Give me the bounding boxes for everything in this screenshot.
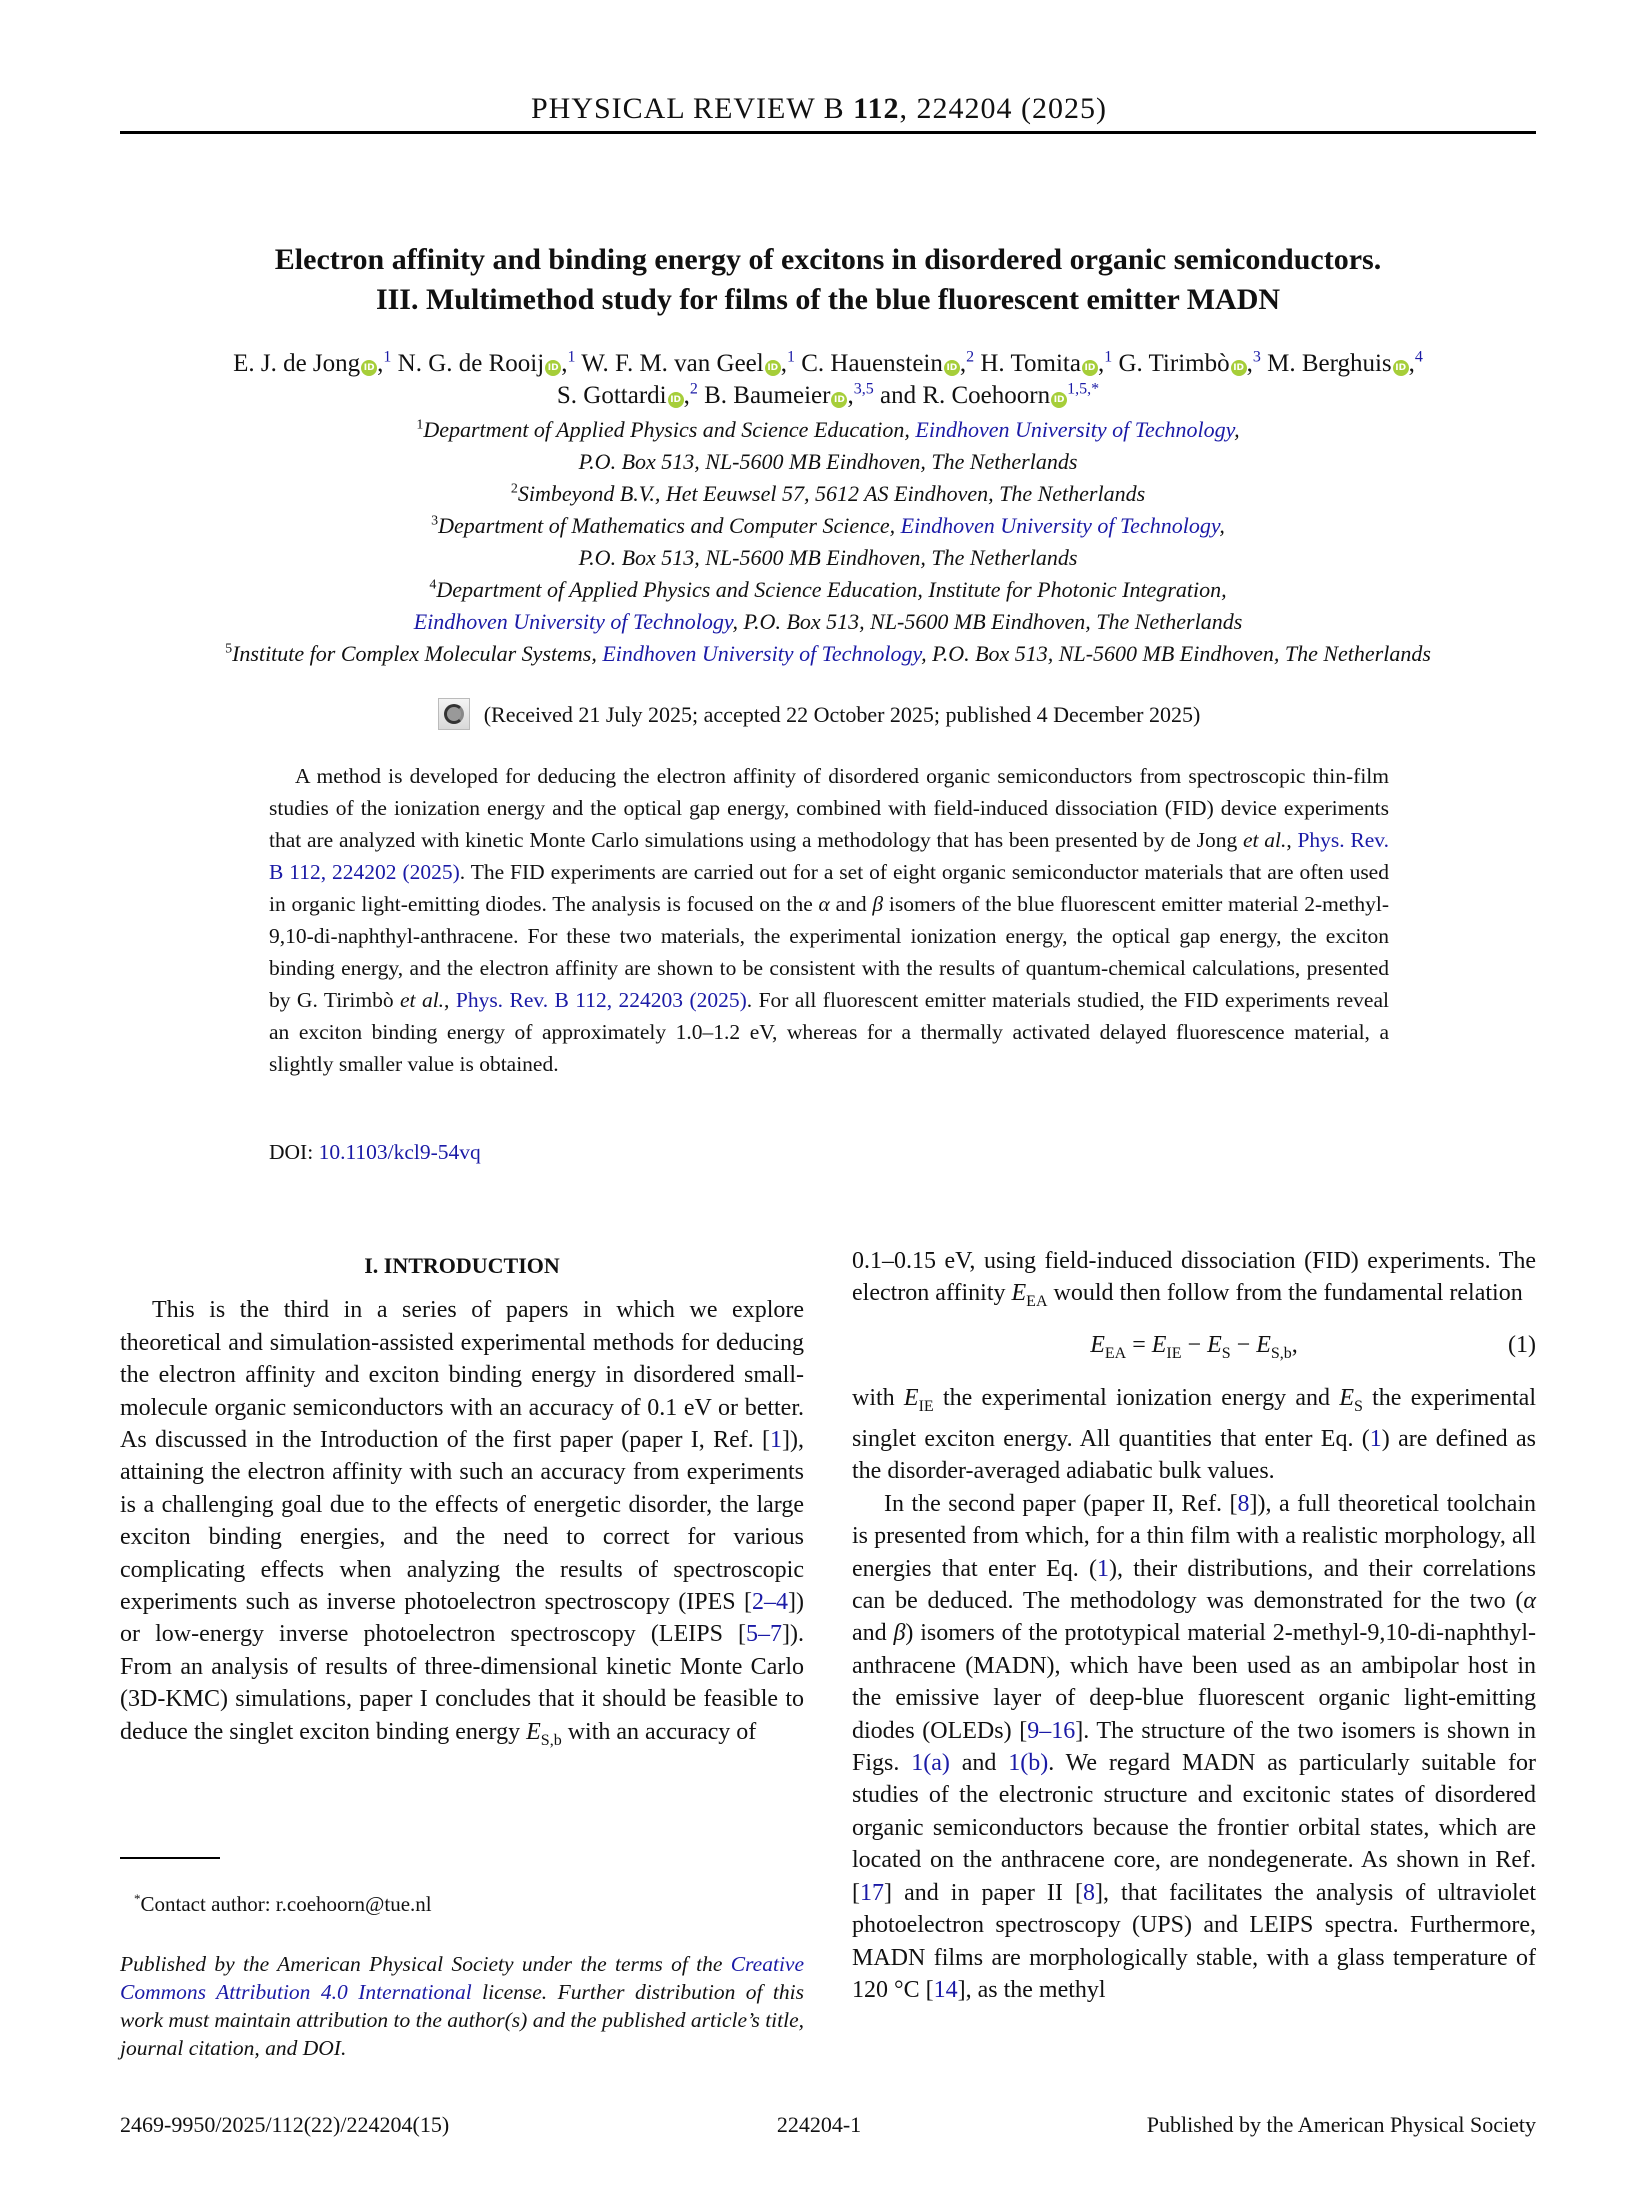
author-name: B. Baumeier	[704, 382, 831, 409]
author-list	[120, 348, 1536, 412]
ref-link-paper-2[interactable]: Phys. Rev. B 112, 224203 (2025)	[455, 988, 747, 1012]
affil-ref[interactable]: 1,5,*	[1067, 380, 1100, 398]
journal-name: PHYSICAL REVIEW B	[530, 92, 845, 125]
affiliation-5: $^5$Institute for Complex Molecular Systems, Eindhoven University of Technology, P.O. Box 513, NL-5600 MB Eindhoven, The Netherlands	[225, 641, 1431, 666]
author-name: R. Coehoorn	[922, 382, 1051, 409]
affil-ref[interactable]: 1	[1104, 348, 1113, 366]
citation-link[interactable]: 5–7	[746, 1621, 783, 1648]
orcid-icon[interactable]: ID	[361, 360, 377, 376]
right-column	[852, 1245, 1536, 2006]
cc-license-link[interactable]: Creative Commons Attribution 4.0 International	[120, 1952, 804, 2004]
author-name: C. Hauenstein	[801, 350, 943, 377]
equation-1: $E_{EA} = E_{IE} - E_S - E_{S,b}$, (1)	[852, 1329, 1536, 1370]
footer-publisher: Published by the American Physical Society	[1146, 2112, 1536, 2137]
intro-paragraph-1: This is the third in a series of papers in which we explore theoretical and simulation-assisted experimental methods for deducing the electron affinity and exciton binding energy in disordered small-molecule organic semiconductors with an accuracy of 0.1 eV or better. As discussed in the Introduction of the first paper (paper I, Ref. [1]), attaining the electron affinity with such an accuracy from experiments is a challenging goal due to the effects of energetic disorder, the large exciton binding energies, and the need to correct for various complicating effects when analyzing the results of spectroscopic experiments such as inverse photoelectron spectroscopy (IPES [2–4]) or low-energy inverse photoelectron spectroscopy (LEIPS [5–7]). From an analysis of results of three-dimensional kinetic Monte Carlo (3D-KMC) simulations, paper I concludes that it should be feasible to deduce the singlet exciton binding energy $E_{S,b}$ with an accuracy of	[120, 1297, 804, 1749]
page-number: 224204-1	[776, 2112, 862, 2137]
affiliation-1-address: P.O. Box 513, NL-5600 MB Eindhoven, The Netherlands	[578, 449, 1078, 474]
header-rule	[120, 131, 1536, 134]
author-line-1: E. J. de Jong ID ,$^1$ N. G. de Rooij ID ,$^1$ W. F. M. van Geel ID ,$^1$ C. Hauenstein ID ,$^2$ H. Tomita ID ,$^1$ G. Tirimbò ID ,$^3$ M. Berghuis ID ,$^4$	[233, 348, 1423, 377]
figure-link[interactable]: 1(a)	[911, 1750, 950, 1777]
author-name: N. G. de Rooij	[397, 350, 545, 377]
figure-link[interactable]: 1(b)	[1008, 1750, 1049, 1777]
orcid-icon[interactable]: ID	[765, 360, 781, 376]
author-name: S. Gottardi	[556, 382, 667, 409]
orcid-icon[interactable]: ID	[668, 392, 684, 408]
affil-ref[interactable]: 3	[1252, 348, 1261, 366]
affil-ref[interactable]: 1	[786, 348, 795, 366]
author-name: M. Berghuis	[1267, 350, 1392, 377]
abstract: A method is developed for deducing the electron affinity of disordered organic semiconductors from spectroscopic thin-film studies of the ionization energy and the optical gap energy, combined with field-induced dissociation (FID) device experiments that are analyzed with kinetic Monte Carlo simulations using a methodology that has been presented by de Jong et al., Phys. Rev. B 112, 224202 (2025). The FID experiments are carried out for a set of eight organic semiconductor materials that are often used in organic light-emitting diodes. The analysis is focused on the α and β isomers of the blue fluorescent emitter material 2-methyl-9,10-di-naphthyl-anthracene. For these two materials, the experimental ionization energy, the optical gap energy, the exciton binding energy, and the electron affinity are shown to be consistent with the results of quantum-chemical calculations, presented by G. Tirimbò et al., Phys. Rev. B 112, 224203 (2025). For all fluorescent emitter materials studied, the FID experiments reveal an exciton binding energy of approximately 1.0–1.2 eV, whereas for a thermally activated delayed fluorescence material, a slightly smaller value is obtained.	[269, 764, 1390, 1076]
affil-ref[interactable]: 4	[1414, 348, 1423, 366]
citation-link[interactable]: 14	[933, 1976, 958, 2003]
affiliation-3: $^3$Department of Mathematics and Computer Science, Eindhoven University of Technology,	[431, 513, 1225, 538]
paper-title	[120, 240, 1536, 320]
check-for-updates-icon[interactable]	[438, 698, 470, 730]
affil-ref[interactable]: 3,5	[853, 380, 874, 398]
intro-paragraph-2: with $E_{IE}$ the experimental ionization energy and $E_S$ the experimental singlet exciton energy. All quantities that enter Eq. (1) are defined as the disorder-averaged adiabatic bulk values.	[852, 1384, 1536, 1485]
footer-issn: 2469-9950/2025/112(22)/224204(15)	[120, 2112, 450, 2137]
affil-ref[interactable]: 1	[383, 348, 392, 366]
citation-link[interactable]: 17	[860, 1879, 884, 1906]
doi: DOI: 10.1103/kcl9-54vq	[269, 1140, 481, 1164]
contact-footnote: *Contact author: r.coehoorn@tue.nl	[134, 1891, 432, 1916]
citation-link[interactable]: 2–4	[752, 1589, 789, 1616]
equation-ref-link[interactable]: 1	[1097, 1555, 1109, 1582]
orcid-icon[interactable]: ID	[545, 360, 561, 376]
author-name: W. F. M. van Geel	[581, 350, 764, 377]
affiliation-2: $^2$Simbeyond B.V., Het Eeuwsel 57, 5612 AS Eindhoven, The Netherlands	[510, 481, 1146, 506]
orcid-icon[interactable]: ID	[1393, 360, 1409, 376]
orcid-icon[interactable]: ID	[831, 392, 847, 408]
section-heading: I. INTRODUCTION	[364, 1253, 560, 1278]
running-header	[0, 92, 1638, 126]
author-name: G. Tirimbò	[1118, 350, 1230, 377]
orcid-icon[interactable]: ID	[944, 360, 960, 376]
citation-link[interactable]: 1	[770, 1427, 783, 1454]
affiliations	[120, 414, 1536, 670]
intro-paragraph-1-cont: 0.1–0.15 eV, using field-induced dissociation (FID) experiments. The electron affinity $E_{EA}$ would then follow from the fundamental relation	[852, 1248, 1536, 1311]
title-line-2: III. Multimethod study for films of the blue fluorescent emitter MADN	[375, 283, 1281, 316]
author-name: E. J. de Jong	[233, 350, 361, 377]
affiliation-3-address: P.O. Box 513, NL-5600 MB Eindhoven, The Netherlands	[578, 545, 1078, 570]
orcid-icon[interactable]: ID	[1051, 392, 1067, 408]
citation-link[interactable]: 9–16	[1027, 1717, 1076, 1744]
volume-number: 112	[853, 92, 900, 125]
affil-ref[interactable]: 2	[689, 380, 698, 398]
author-line-2: S. Gottardi ID ,$^2$ B. Baumeier ID ,$^{3,5}$ and R. Coehoorn $ID^{1,5,*}$	[556, 380, 1100, 409]
orcid-icon[interactable]: ID	[1231, 360, 1247, 376]
university-link[interactable]: Eindhoven University of Technology	[602, 641, 922, 666]
citation-link[interactable]: 8	[1082, 1879, 1095, 1906]
equation-number: (1)	[1508, 1331, 1536, 1358]
intro-paragraph-3: In the second paper (paper II, Ref. [8]), a full theoretical toolchain is presented from which, for a thin film with a realistic morphology, all energies that enter Eq. (1), their distributions, and their correlations can be deduced. The methodology was demonstrated for the two (α and β) isomers of the prototypical material 2-methyl-9,10-di-naphthyl-anthracene (MADN), which have been used as an ambipolar host in the emissive layer of deep-blue fluorescent organic light-emitting diodes (OLEDs) [9–16]. The structure of the two isomers is shown in Figs. 1(a) and 1(b). We regard MADN as particularly suitable for studies of the electronic structure and excitonic states of disordered organic semiconductors because the frontier orbital states, which are located on the anthracene core, are nondegenerate. As shown in Ref. [17] and in paper II [8], that facilitates the analysis of ultraviolet photoelectron spectroscopy (UPS) and LEIPS spectra. Furthermore, MADN films are morphologically stable, with a glass temperature of 120 °C [14], as the methyl	[852, 1490, 1537, 2003]
equation-ref-link[interactable]: 1	[1369, 1426, 1382, 1453]
article-number: , 224204 (2025)	[899, 92, 1108, 125]
license-notice: Published by the American Physical Society under the terms of the Creative Commons Attribution 4.0 International license. Further distribution of this work must maintain attribution to the author(s) and the published article’s title, journal citation, and DOI.	[120, 1952, 805, 2060]
title-line-1: Electron affinity and binding energy of excitons in disordered organic semiconductors.	[274, 243, 1382, 276]
dates-text: (Received 21 July 2025; accepted 22 October 2025; published 4 December 2025)	[483, 702, 1201, 727]
affiliation-4-address: Eindhoven University of Technology, P.O. Box 513, NL-5600 MB Eindhoven, The Netherlands	[413, 609, 1243, 634]
university-link[interactable]: Eindhoven University of Technology	[900, 513, 1220, 538]
university-link[interactable]: Eindhoven University of Technology	[413, 609, 733, 634]
doi-link[interactable]: 10.1103/kcl9-54vq	[318, 1140, 481, 1164]
citation-link[interactable]: 8	[1237, 1490, 1250, 1517]
author-name: H. Tomita	[980, 350, 1081, 377]
affiliation-4: $^4$Department of Applied Physics and Science Education, Institute for Photonic Integration,	[429, 577, 1227, 602]
ref-link-paper-1[interactable]: Phys. Rev. B 112, 224202 (2025)	[269, 828, 1390, 884]
affil-ref[interactable]: 2	[966, 348, 975, 366]
left-column	[120, 1250, 804, 1757]
orcid-icon[interactable]: ID	[1082, 360, 1098, 376]
footnote-rule	[120, 1857, 220, 1859]
affil-ref[interactable]: 1	[567, 348, 576, 366]
publication-dates	[0, 698, 1638, 731]
affiliation-1: $^1$Department of Applied Physics and Science Education, Eindhoven University of Technology,	[416, 417, 1240, 442]
and-text: and	[879, 382, 917, 409]
university-link[interactable]: Eindhoven University of Technology	[915, 417, 1235, 442]
